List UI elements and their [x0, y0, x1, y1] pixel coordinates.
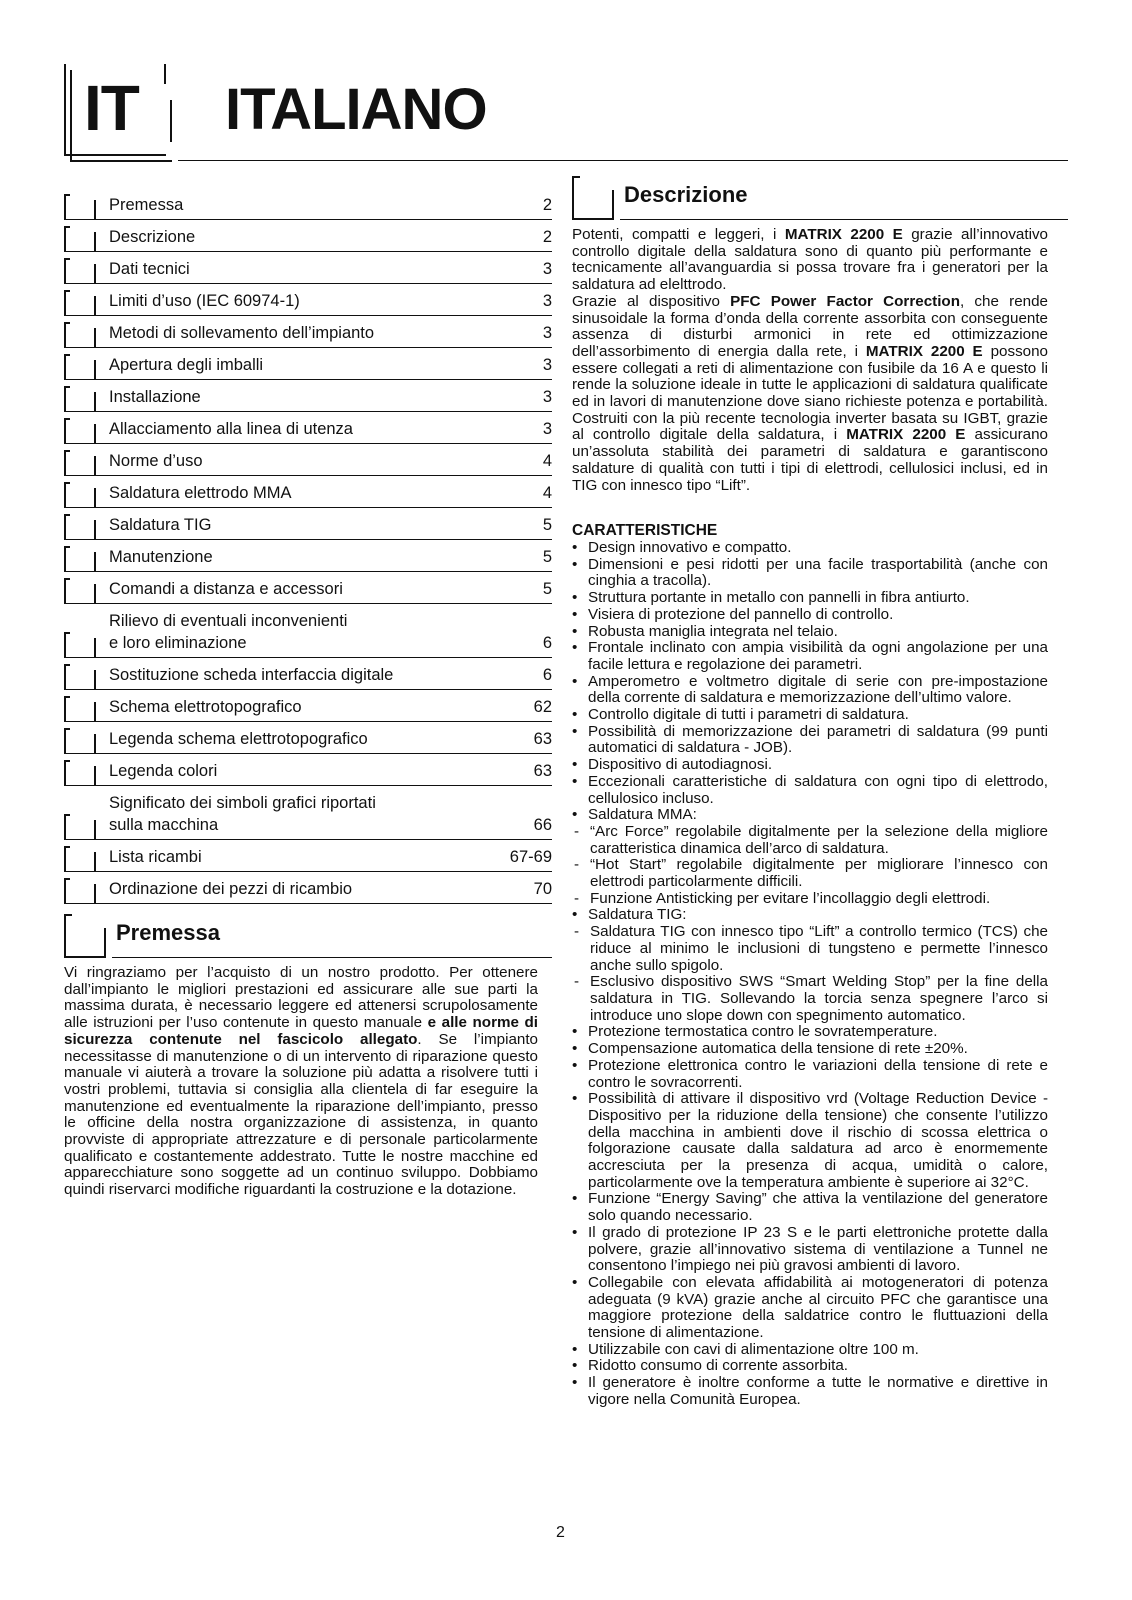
list-item: • Ridotto consumo di corrente assorbita.	[572, 1358, 1048, 1375]
toc-row[interactable]	[64, 220, 552, 252]
toc-page-number: 70	[533, 880, 552, 898]
list-item: • Funzione “Energy Saving” che attiva la ventilazione del generatore solo quando necessario.	[572, 1191, 1048, 1224]
sublist-item: - Saldatura TIG con innesco tipo “Lift” a controllo termico (TCS) che riduce al minimo le inclusioni di tungsteno e permette l’innesco anche sullo spigolo.	[572, 924, 1048, 974]
toc-marker-icon	[64, 226, 94, 252]
toc-label: Descrizione	[109, 228, 196, 246]
list-item: • Controllo digitale di tutti i parametri di saldatura.	[572, 707, 1048, 724]
toc-label: Manutenzione	[109, 548, 213, 566]
sublist-item: - “Hot Start” regolabile digitalmente per migliorare l’innesco con elettrodi particolarmente difficili.	[572, 857, 1048, 890]
toc-label: Allacciamento alla linea di utenza	[109, 420, 353, 438]
toc-page-number: 2	[542, 196, 552, 214]
toc-row[interactable]	[64, 604, 552, 658]
page-title: ITALIANO	[225, 77, 487, 142]
toc-row[interactable]	[64, 412, 552, 444]
sublist-item: - Funzione Antisticking per evitare l’incollaggio degli elettrodi.	[572, 891, 1048, 908]
toc-label: Rilievo di eventuali inconvenienti e loro eliminazione	[109, 612, 348, 652]
list-item: • Dispositivo di autodiagnosi.	[572, 757, 1048, 774]
toc-row[interactable]	[64, 316, 552, 348]
toc-marker-icon	[64, 632, 94, 658]
toc-row[interactable]	[64, 540, 552, 572]
list-item: • Possibilità di memorizzazione dei parametri di saldatura (99 punti automatici di saldatura - JOB).	[572, 724, 1048, 757]
toc-row[interactable]	[64, 658, 552, 690]
tig-sublist	[572, 924, 1048, 1024]
toc-label: Limiti d’uso (IEC 60974-1)	[109, 292, 300, 310]
list-item: • Possibilità di attivare il dispositivo vrd (Voltage Reduction Device - Dispositivo per la riduzione della tensione) che consente l’utilizzo della macchina in ambienti dove il rischio di scossa elettrica o folgorazione causate dalla saldatura ad arco è enormemente accresciuta per la presenza di acqua, umidità o calore, particolarmente ove la temperatura ambiente è superiore ai 32°C.	[572, 1091, 1048, 1191]
sublist-item: - “Arc Force” regolabile digitalmente per la selezione della migliore caratteristica dinamica dell’arco di saldatura.	[572, 824, 1048, 857]
toc-label: Sostituzione scheda interfaccia digitale	[109, 666, 394, 684]
toc-row[interactable]	[64, 840, 552, 872]
language-code: IT	[84, 72, 139, 144]
list-item: • Protezione termostatica contro le sovratemperature.	[572, 1024, 1048, 1041]
list-item: • Struttura portante in metallo con pannelli in fibra antiurto.	[572, 590, 1048, 607]
toc-label: Dati tecnici	[109, 260, 190, 278]
toc-label: Installazione	[109, 388, 201, 406]
toc-row[interactable]	[64, 754, 552, 786]
toc-row[interactable]	[64, 690, 552, 722]
sublist-item: - Esclusivo dispositivo SWS “Smart Welding Stop” per la fine della saldatura in TIG. Sollevando la torcia senza spegnere l’arco si introduce uno slope down con spegnimento automatico.	[572, 974, 1048, 1024]
toc-page-number: 5	[542, 516, 552, 534]
list-item: • Amperometro e voltmetro digitale di serie con pre-impostazione della corrente di saldatura e memorizzazione dell’ultimo valore.	[572, 674, 1048, 707]
toc-marker-icon	[64, 514, 94, 540]
toc-marker-icon	[64, 760, 94, 786]
toc-marker-icon	[64, 290, 94, 316]
page-number: 2	[556, 1524, 565, 1541]
list-item: • Collegabile con elevata affidabilità ai motogeneratori di potenza adeguata (9 kVA) grazie anche al circuito PFC che garantisce una maggiore protezione della saldatrice contro le fluttuazioni della tensione di alimentazione.	[572, 1275, 1048, 1342]
toc-page-number: 4	[542, 452, 552, 470]
toc-row[interactable]	[64, 508, 552, 540]
toc-row[interactable]	[64, 348, 552, 380]
list-item: • Visiera di protezione del pannello di controllo.	[572, 607, 1048, 624]
toc-marker-icon	[64, 578, 94, 604]
toc-marker-icon	[64, 386, 94, 412]
toc-page-number: 6	[542, 634, 552, 652]
toc-page-number: 5	[542, 548, 552, 566]
list-item: • Compensazione automatica della tensione di rete ±20%.	[572, 1041, 1048, 1058]
toc-page-number: 4	[542, 484, 552, 502]
toc-label: Legenda schema elettrotopografico	[109, 730, 368, 748]
language-badge	[64, 64, 170, 159]
list-item: • Dimensioni e pesi ridotti per una facile trasportabilità (anche con cinghia a tracolla).	[572, 557, 1048, 590]
toc-row[interactable]	[64, 444, 552, 476]
toc-row[interactable]	[64, 872, 552, 904]
toc-page-number: 3	[542, 260, 552, 278]
list-item: • Frontale inclinato con ampia visibilità da ogni angolazione per una facile lettura e regolazione dei parametri.	[572, 640, 1048, 673]
toc-page-number: 6	[542, 666, 552, 684]
list-item: • Il grado di protezione IP 23 S e le parti elettroniche protette dalla polvere, grazie all’innovativo sistema di ventilazione a Tunnel ne consentono l’impiego nei più gravosi ambienti di lavoro.	[572, 1225, 1048, 1275]
toc-marker-icon	[64, 482, 94, 508]
toc-marker-icon	[64, 450, 94, 476]
list-item: • Utilizzabile con cavi di alimentazione oltre 100 m.	[572, 1342, 1048, 1359]
toc-label: Apertura degli imballi	[109, 356, 264, 374]
toc-marker-icon	[64, 664, 94, 690]
toc-marker-icon	[64, 354, 94, 380]
toc-marker-icon	[64, 728, 94, 754]
premessa-text: Vi ringraziamo per l’acquisto di un nostro prodotto. Per ottenere dall’impianto le migliori prestazioni ed assicurare alle sue parti la massima durata, è necessario leggere ed attenersi scrupolosamente alle istruzioni per l’uso contenute in questo manuale e alle norme di sicurezza contenute nel fascicolo allegato. Se l’impianto necessitasse di manutenzione o di un intervento di riparazione questo manuale vi aiuterà a trovare la soluzione più adatta a risolvere tutti i vostri problemi, tuttavia si consiglia alla clientela di far eseguire la manutenzione ed eventualmente la riparazione dell’impianto, presso le officine della nostra organizzazione di assistenza, in quanto provviste di appropriate attrezzature e di personale particolarmente qualificato e costantemente addestrato. Tutte le nostre macchine ed apparecchiature sono soggette ad un continuo sviluppo. Dobbiamo quindi riservarci modifiche riguardanti la costruzione e la dotazione.	[64, 964, 538, 1199]
toc-page-number: 3	[542, 388, 552, 406]
toc-label: Schema elettrotopografico	[109, 698, 302, 716]
toc-label: Saldatura TIG	[109, 516, 212, 534]
toc-page-number: 2	[542, 228, 552, 246]
toc-marker-icon	[64, 418, 94, 444]
toc-row[interactable]	[64, 380, 552, 412]
toc-marker-icon	[64, 258, 94, 284]
toc-row[interactable]	[64, 572, 552, 604]
toc-page-number: 3	[542, 420, 552, 438]
section-heading-descrizione	[572, 176, 1068, 220]
toc-page-number: 63	[533, 762, 552, 780]
features-list	[572, 540, 1048, 1409]
section-heading-premessa	[64, 914, 552, 958]
list-item: • Protezione elettronica contro le variazioni della tensione di rete e contro le sovracorrenti.	[572, 1058, 1048, 1091]
toc-label: Ordinazione dei pezzi di ricambio	[109, 880, 353, 898]
toc-label: Metodi di sollevamento dell’impianto	[109, 324, 375, 342]
table-of-contents	[64, 188, 552, 904]
mma-sublist	[572, 824, 1048, 908]
title-rule	[178, 160, 1068, 161]
list-item: • Eccezionali caratteristiche di saldatura con ogni tipo di elettrodo, cellulosico incluso.	[572, 774, 1048, 807]
list-item: • Design innovativo e compatto.	[572, 540, 1048, 557]
toc-marker-icon	[64, 696, 94, 722]
features-heading: CARATTERISTICHE	[572, 522, 718, 539]
section-title: Descrizione	[624, 182, 748, 207]
toc-page-number: 3	[542, 292, 552, 310]
toc-row[interactable]	[64, 476, 552, 508]
descrizione-text: Potenti, compatti e leggeri, i MATRIX 2200 E grazie all’innovativo controllo digitale della saldatura sono di quanto più performante e tecnicamente all’avanguardia si possa trovare fra i generatori per la saldatura ad elelttrodo. Grazie al dispositivo PFC Power Factor Correction, che rende sinusoidale la forma d’onda della corrente assorbita con conseguente assenza di disturbi armonici in rete ed ottimizzazione dell’assorbimento di energia dalla rete, i MATRIX 2200 E possono essere collegati a reti di alimentazione con fusibile da 16 A e questo li rende la soluzione ideale in tutte le applicazioni di saldatura qualificate ed in lavori di manutenzione dove siano richieste potenza e portabilità. Costruiti con la più recente tecnologia inverter basata su IGBT, grazie al controllo digitale della saldatura, i MATRIX 2200 E assicurano un’assoluta stabilità dei parametri di saldatura e garantiscono saldature di qualità con tutti i tipi di elettrodi, cellulosici inclusi, ed in TIG con innesco tipo “Lift”.	[572, 226, 1049, 494]
toc-label: Saldatura elettrodo MMA	[109, 484, 292, 502]
toc-marker-icon	[64, 846, 94, 872]
toc-label: Lista ricambi	[109, 848, 202, 866]
toc-page-number: 3	[542, 324, 552, 342]
toc-page-number: 3	[542, 356, 552, 374]
toc-marker-icon	[64, 878, 94, 904]
toc-row[interactable]	[64, 284, 552, 316]
list-item: • Saldatura MMA:	[572, 807, 1048, 824]
toc-label: Legenda colori	[109, 762, 218, 780]
toc-row[interactable]	[64, 188, 552, 220]
toc-label: Premessa	[109, 196, 184, 214]
toc-marker-icon	[64, 814, 94, 840]
toc-row[interactable]	[64, 252, 552, 284]
badge-divider	[170, 100, 172, 142]
toc-marker-icon	[64, 194, 94, 220]
toc-row[interactable]	[64, 722, 552, 754]
toc-label: Norme d’uso	[109, 452, 203, 470]
section-title: Premessa	[116, 920, 220, 945]
list-item: • Robusta maniglia integrata nel telaio.	[572, 624, 1048, 641]
toc-page-number: 66	[533, 816, 552, 834]
toc-page-number: 62	[533, 698, 552, 716]
toc-label: Comandi a distanza e accessori	[109, 580, 343, 598]
toc-label: Significato dei simboli grafici riportati sulla macchina	[109, 794, 376, 834]
toc-page-number: 67-69	[509, 848, 552, 866]
list-item: • Saldatura TIG:	[572, 907, 1048, 924]
toc-page-number: 5	[542, 580, 552, 598]
toc-marker-icon	[64, 322, 94, 348]
list-item: • Il generatore è inoltre conforme a tutte le normative e direttive in vigore nella Comunità Europea.	[572, 1375, 1048, 1408]
toc-page-number: 63	[533, 730, 552, 748]
toc-row[interactable]	[64, 786, 552, 840]
toc-marker-icon	[64, 546, 94, 572]
